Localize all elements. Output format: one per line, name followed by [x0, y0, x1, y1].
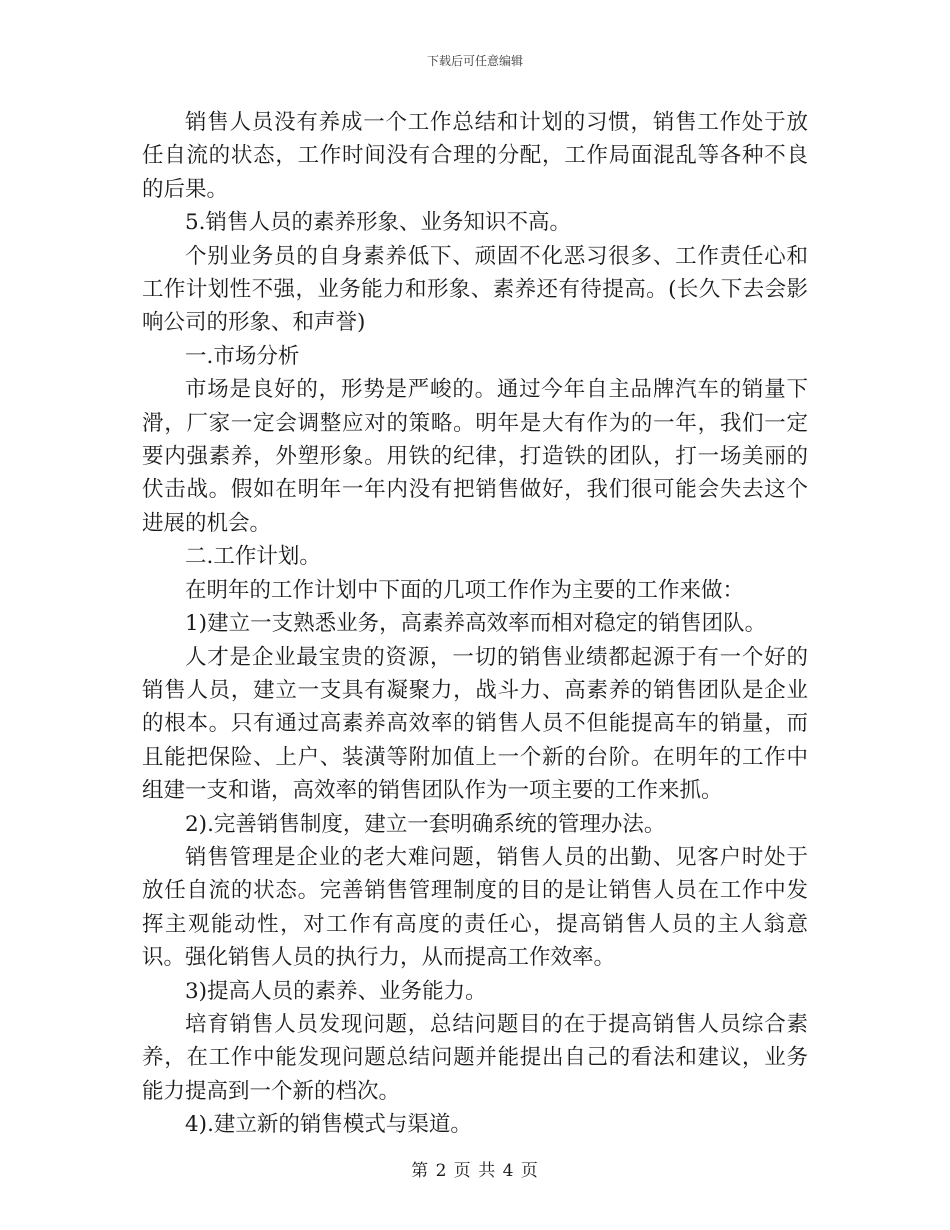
list-item-heading: 4).建立新的销售模式与渠道。	[185, 1112, 472, 1138]
section-heading: 5.销售人员的素养形象、业务知识不高。	[185, 210, 572, 236]
page-number-footer: 第 2 页 共 4 页	[411, 1161, 539, 1181]
list-item-heading: 1)建立一支熟悉业务，高素养高效率而相对稳定的销售团队。	[185, 611, 767, 637]
paragraph: 销售人员没有养成一个工作总结和计划的习惯，销售工作处于放任自流的状态，工作时间没有合理的分配，工作局面混乱等各种不良的后果。	[142, 110, 808, 202]
document-body	[142, 106, 808, 1142]
list-item-heading: 3)提高人员的素养、业务能力。	[185, 978, 487, 1004]
paragraph: 销售管理是企业的老大难问题，销售人员的出勤、见客户时处于放任自流的状态。完善销售管理制度的目的是让销售人员在工作中发挥主观能动性，对工作有高度的责任心，提高销售人员的主人翁意识。强化销售人员的执行力，从而提高工作效率。	[142, 844, 808, 971]
section-heading: 二.工作计划。	[185, 544, 321, 570]
section-heading: 一.市场分析	[185, 343, 300, 369]
paragraph: 市场是良好的，形势是严峻的。通过今年自主品牌汽车的销量下滑，厂家一定会调整应对的策略。明年是大有作为的一年，我们一定要内强素养，外塑形象。用铁的纪律，打造铁的团队，打一场美丽的伏击战。假如在明年一年内没有把销售做好，我们很可能会失去这个进展的机会。	[142, 377, 808, 536]
paragraph: 个别业务员的自身素养低下、顽固不化恶习很多、工作责任心和工作计划性不强，业务能力和形象、素养还有待提高。(长久下去会影响公司的形象、和声誉)	[142, 243, 808, 336]
page-header-note: 下载后可任意编辑	[426, 54, 523, 68]
list-item-heading: 2).完善销售制度，建立一套明确系统的管理办法。	[185, 811, 666, 837]
paragraph: 在明年的工作计划中下面的几项工作作为主要的工作来做：	[185, 577, 745, 603]
paragraph: 人才是企业最宝贵的资源，一切的销售业绩都起源于有一个好的销售人员，建立一支具有凝聚力，战斗力、高素养的销售团队是企业的根本。只有通过高素养高效率的销售人员不但能提高车的销量，而且能把保险、上户、装潢等附加值上一个新的台阶。在明年的工作中组建一支和谐，高效率的销售团队作为一项主要的工作来抓。	[142, 644, 808, 804]
paragraph: 培育销售人员发现问题，总结问题目的在于提高销售人员综合素养，在工作中能发现问题总结问题并能提出自己的看法和建议，业务能力提高到一个新的档次。	[142, 1011, 808, 1104]
